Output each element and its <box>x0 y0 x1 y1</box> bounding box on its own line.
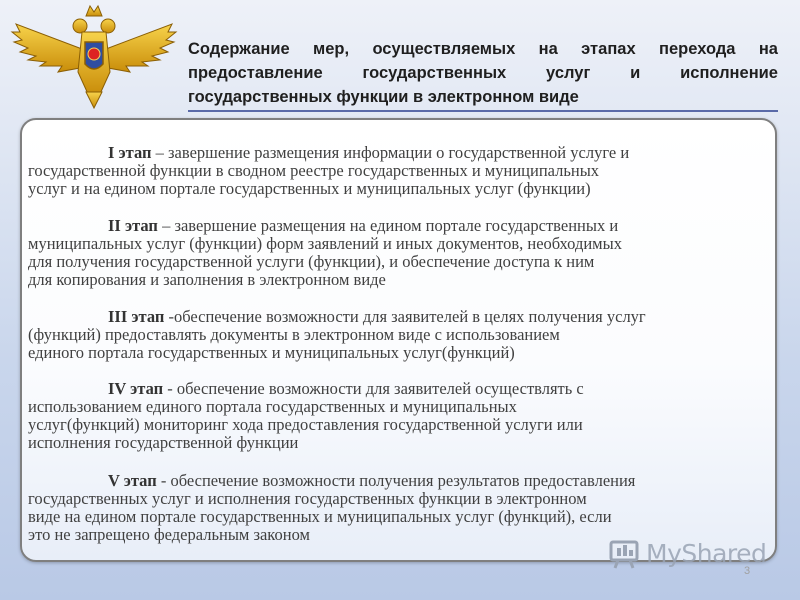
stage-label: V этап <box>108 471 157 490</box>
stage-text: - обеспечение возможности получения результатов предоставления <box>156 471 636 490</box>
stage-text: – завершение размещения информации о государственной услуге и <box>151 143 630 162</box>
stage-3 <box>28 308 773 362</box>
stage-2 <box>28 217 773 289</box>
stage-line: это не запрещено федеральным законом <box>28 525 310 544</box>
page-number: 3 <box>744 565 751 577</box>
title-line: предоставление государственных услуг и исполнение <box>188 64 778 82</box>
stage-line: государственной функции в сводном реестре государственных и муниципальных <box>28 161 600 180</box>
title-line: Содержание мер, осуществляемых на этапах перехода на <box>188 40 778 58</box>
title-divider <box>188 110 778 112</box>
stage-label: I этап <box>108 143 152 162</box>
stage-line: виде на едином портале государственных и муниципальных услуг (функций), если <box>28 507 612 526</box>
eagle-emblem-icon <box>6 2 182 110</box>
stage-line: государственных услуг и исполнения государственных функции в электронном <box>28 489 587 508</box>
stage-line: услуг и на едином портале государственных и муниципальных услуг (функции) <box>28 179 591 198</box>
stage-line: (функций) предоставлять документы в электронном виде с использованием <box>28 325 560 344</box>
stage-1 <box>28 144 773 198</box>
stage-text: – завершение размещения на едином портале государственных и <box>157 216 619 235</box>
stage-line: для получения государственной услуги (функции), и обеспечение доступа к ним <box>28 252 595 271</box>
stage-label: III этап <box>108 307 165 326</box>
stage-label: II этап <box>108 216 158 235</box>
stage-line: муниципальных услуг (функции) форм заявлений и иных документов, необходимых <box>28 234 622 253</box>
myshared-logo-icon <box>608 536 642 570</box>
stage-line: использованием единого портала государственных и муниципальных <box>28 397 517 416</box>
watermark-text: MyShared <box>646 538 767 568</box>
stage-text: - обеспечение возможности для заявителей осуществлять с <box>163 379 584 398</box>
stage-line: единого портала государственных и муниципальных услуг(функций) <box>28 343 515 362</box>
stage-line: для копирования и заполнения в электронном виде <box>28 270 386 289</box>
stage-4 <box>28 380 773 452</box>
title-line: государственных функции в электронном виде <box>188 88 579 106</box>
stage-line: исполнения государственной функции <box>28 433 299 452</box>
stage-line: услуг(функций) мониторинг хода предоставления государственной услуги или <box>28 415 583 434</box>
stage-label: IV этап <box>108 379 164 398</box>
slide-title <box>188 37 778 109</box>
stage-text: -обеспечение возможности для заявителей в целях получения услуг <box>164 307 646 326</box>
